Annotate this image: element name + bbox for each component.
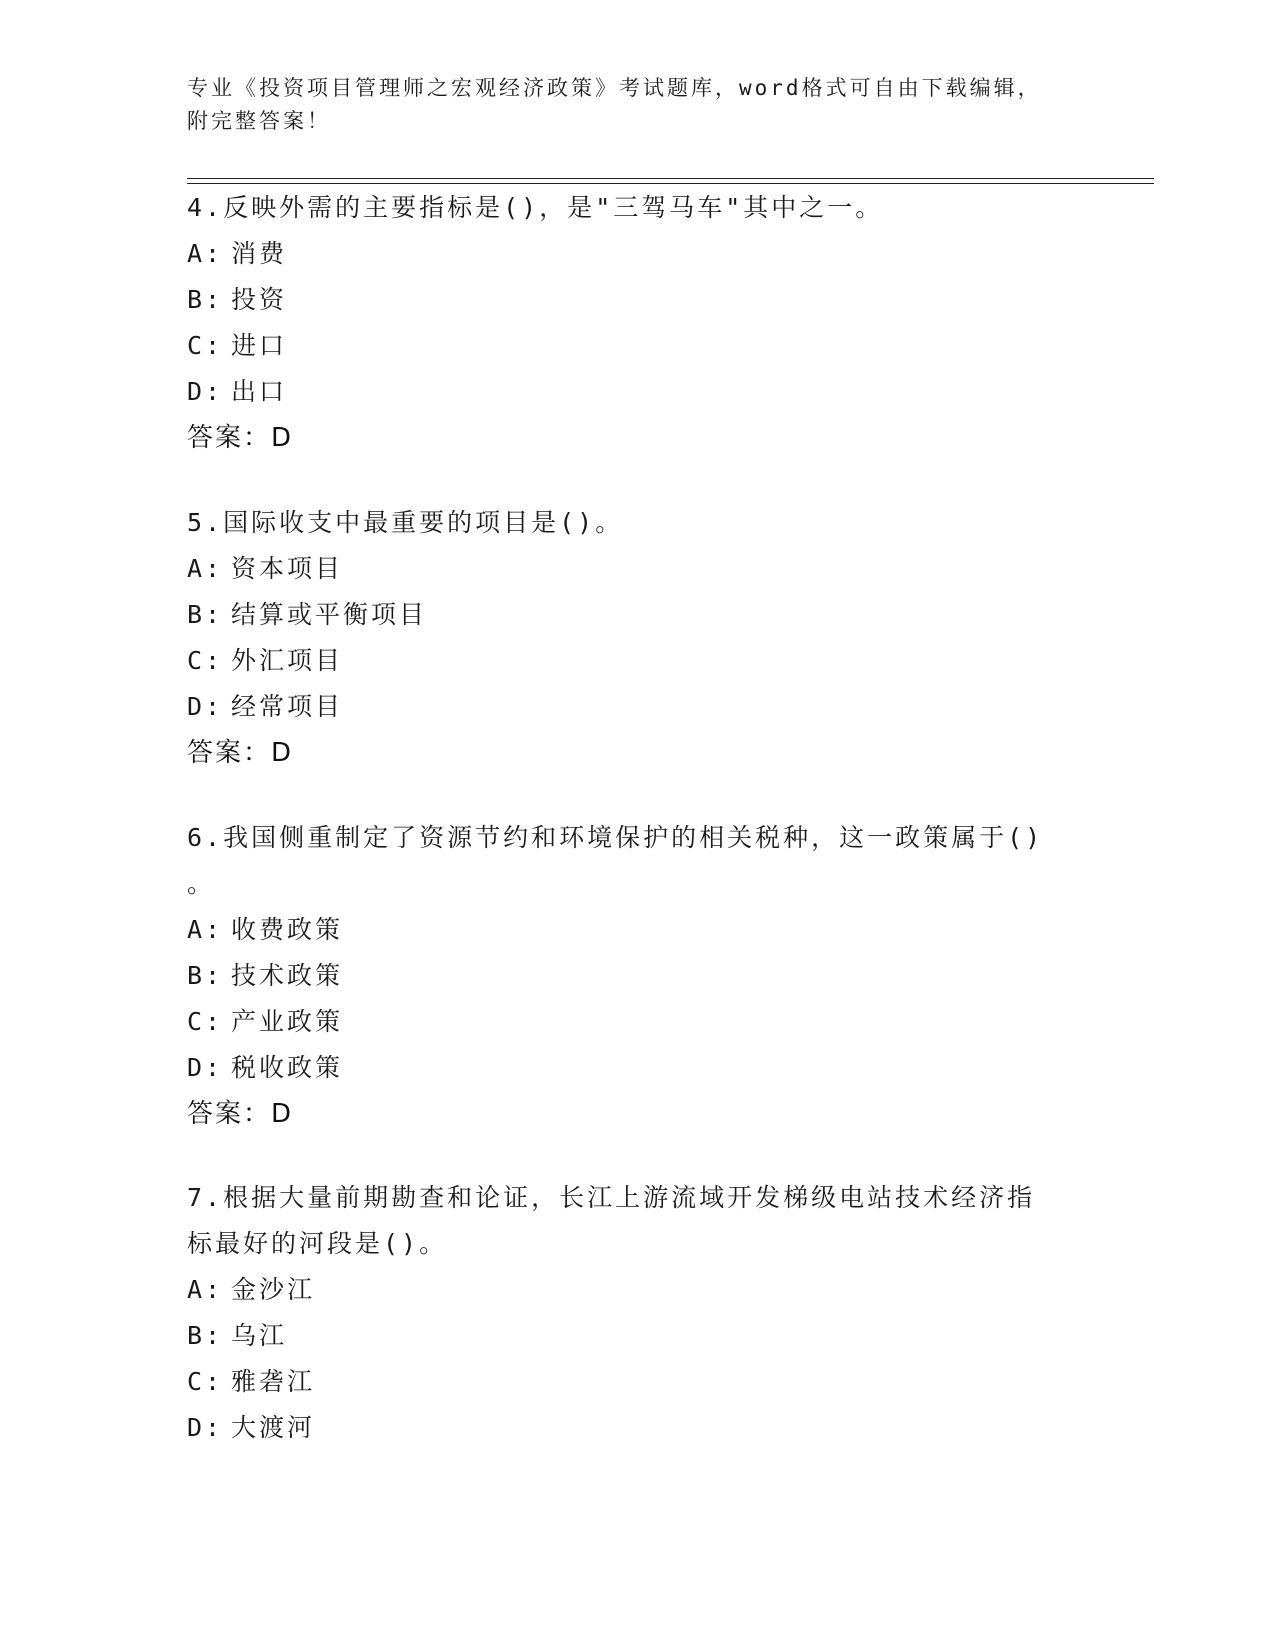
question-stem: 5.国际收支中最重要的项目是()。 [187,508,624,537]
option-letter: A: [187,554,224,583]
option-c [187,1359,1067,1405]
option-b [187,277,1067,323]
option-a [187,1267,1067,1313]
option-letter: A: [187,239,224,268]
option-text: 外汇项目 [231,646,344,675]
option-letter: B: [187,285,224,314]
option-c [187,323,1067,369]
option-text: 资本项目 [231,554,344,583]
option-a [187,907,1067,953]
option-text: 投资 [231,285,288,314]
option-text: 大渡河 [231,1413,316,1442]
question-stem: 6.我国侧重制定了资源节约和环境保护的相关税种，这一政策属于() 。 [187,823,1044,898]
question-stem: 4.反映外需的主要指标是()，是"三驾马车"其中之一。 [187,193,884,222]
option-letter: D: [187,692,224,721]
question-stem: 7.根据大量前期勘查和论证，长江上游流域开发梯级电站技术经济指 标最好的河段是()。 [187,1183,1036,1258]
option-text: 经常项目 [231,692,344,721]
header-line-2: 附完整答案！ [187,109,331,133]
option-letter: C: [187,646,224,675]
option-text: 技术政策 [231,961,344,990]
option-letter: C: [187,331,224,360]
option-a [187,231,1067,277]
option-c [187,638,1067,684]
option-b [187,953,1067,999]
option-d [187,684,1067,730]
answer-line: 答案：D [187,423,294,453]
question-5 [187,500,1067,776]
option-d [187,1045,1067,1091]
option-letter: B: [187,600,224,629]
question-4 [187,185,1067,461]
option-text: 出口 [231,377,288,406]
answer-line: 答案：D [187,1099,294,1129]
option-text: 进口 [231,331,288,360]
option-text: 雅砻江 [231,1367,316,1396]
header-line-1: 专业《投资项目管理师之宏观经济政策》考试题库，word格式可自由下载编辑， [187,76,1042,100]
option-d [187,1405,1067,1451]
option-letter: A: [187,1275,224,1304]
option-letter: A: [187,915,224,944]
question-6 [187,815,1067,1137]
option-d [187,369,1067,415]
option-text: 乌江 [231,1321,288,1350]
option-letter: D: [187,1413,224,1442]
header-divider-bottom [187,183,1154,184]
option-letter: C: [187,1367,224,1396]
option-text: 收费政策 [231,915,344,944]
option-b [187,1313,1067,1359]
option-a [187,546,1067,592]
option-letter: C: [187,1007,224,1036]
header-divider-top [187,178,1154,179]
option-text: 产业政策 [231,1007,344,1036]
option-text: 消费 [231,239,288,268]
answer-line: 答案：D [187,738,294,768]
option-letter: D: [187,377,224,406]
option-c [187,999,1067,1045]
option-letter: B: [187,1321,224,1350]
question-7 [187,1175,1067,1451]
option-text: 税收政策 [231,1053,344,1082]
option-text: 结算或平衡项目 [231,600,428,629]
option-letter: B: [187,961,224,990]
option-b [187,592,1067,638]
option-text: 金沙江 [231,1275,316,1304]
document-header [187,72,1067,138]
option-letter: D: [187,1053,224,1082]
